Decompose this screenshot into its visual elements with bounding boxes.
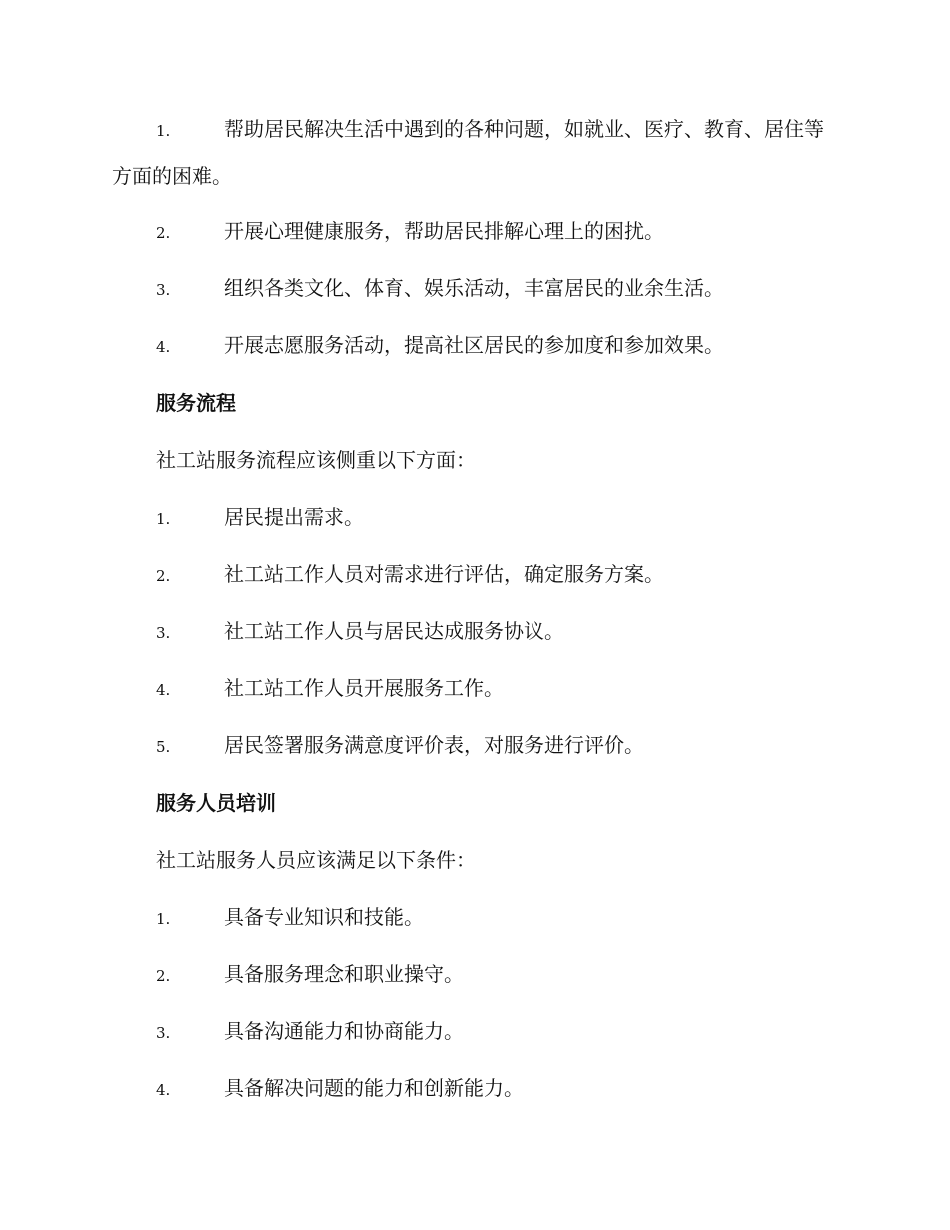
list-item: [112, 895, 834, 942]
list-text: 居民提出需求。: [224, 505, 364, 529]
list-number: 1.: [156, 510, 171, 528]
section-intro: 社工站服务流程应该侧重以下方面：: [156, 448, 476, 472]
section-intro: 社工站服务人员应该满足以下条件：: [156, 848, 476, 872]
list-number: 1.: [156, 122, 171, 140]
list-text: 社工站工作人员与居民达成服务协议。: [224, 619, 564, 643]
list-item: [112, 495, 834, 542]
list-item: [112, 666, 834, 713]
list-text: 居民签署服务满意度评价表，对服务进行评价。: [224, 733, 644, 757]
list-text: 社工站工作人员对需求进行评估，确定服务方案。: [224, 562, 664, 586]
list-text: 具备沟通能力和协商能力。: [224, 1019, 464, 1043]
section-heading: 服务人员培训: [156, 791, 276, 815]
list-item: [112, 552, 834, 599]
list-item: [112, 266, 834, 313]
list-item: [112, 209, 834, 256]
list-item: [112, 609, 834, 656]
list-text: 具备解决问题的能力和创新能力。: [224, 1076, 524, 1100]
list-number: 2.: [156, 567, 171, 585]
list-number: 1.: [156, 910, 171, 928]
list-item: [112, 107, 834, 199]
list-item: [112, 952, 834, 999]
list-text: 具备服务理念和职业操守。: [224, 962, 464, 986]
list-number: 4.: [156, 1081, 171, 1099]
list-text: 开展志愿服务活动，提高社区居民的参加度和参加效果。: [224, 333, 724, 357]
list-text: 帮助居民解决生活中遇到的各种问题，如就业、医疗、教育、居住等方面的困难。: [112, 117, 824, 188]
list-number: 2.: [156, 224, 171, 242]
list-number: 3.: [156, 1024, 171, 1042]
list-text: 开展心理健康服务，帮助居民排解心理上的困扰。: [224, 219, 664, 243]
list-number: 2.: [156, 967, 171, 985]
list-text: 社工站工作人员开展服务工作。: [224, 676, 504, 700]
list-number: 4.: [156, 681, 171, 699]
list-item: [112, 323, 834, 370]
section-heading: 服务流程: [156, 391, 236, 415]
list-text: 具备专业知识和技能。: [224, 905, 424, 929]
list-number: 3.: [156, 624, 171, 642]
list-number: 5.: [156, 738, 171, 756]
list-number: 4.: [156, 338, 171, 356]
list-item: [112, 723, 834, 770]
list-item: [112, 1066, 834, 1113]
list-number: 3.: [156, 281, 171, 299]
list-text: 组织各类文化、体育、娱乐活动，丰富居民的业余生活。: [224, 276, 724, 300]
list-item: [112, 1009, 834, 1056]
